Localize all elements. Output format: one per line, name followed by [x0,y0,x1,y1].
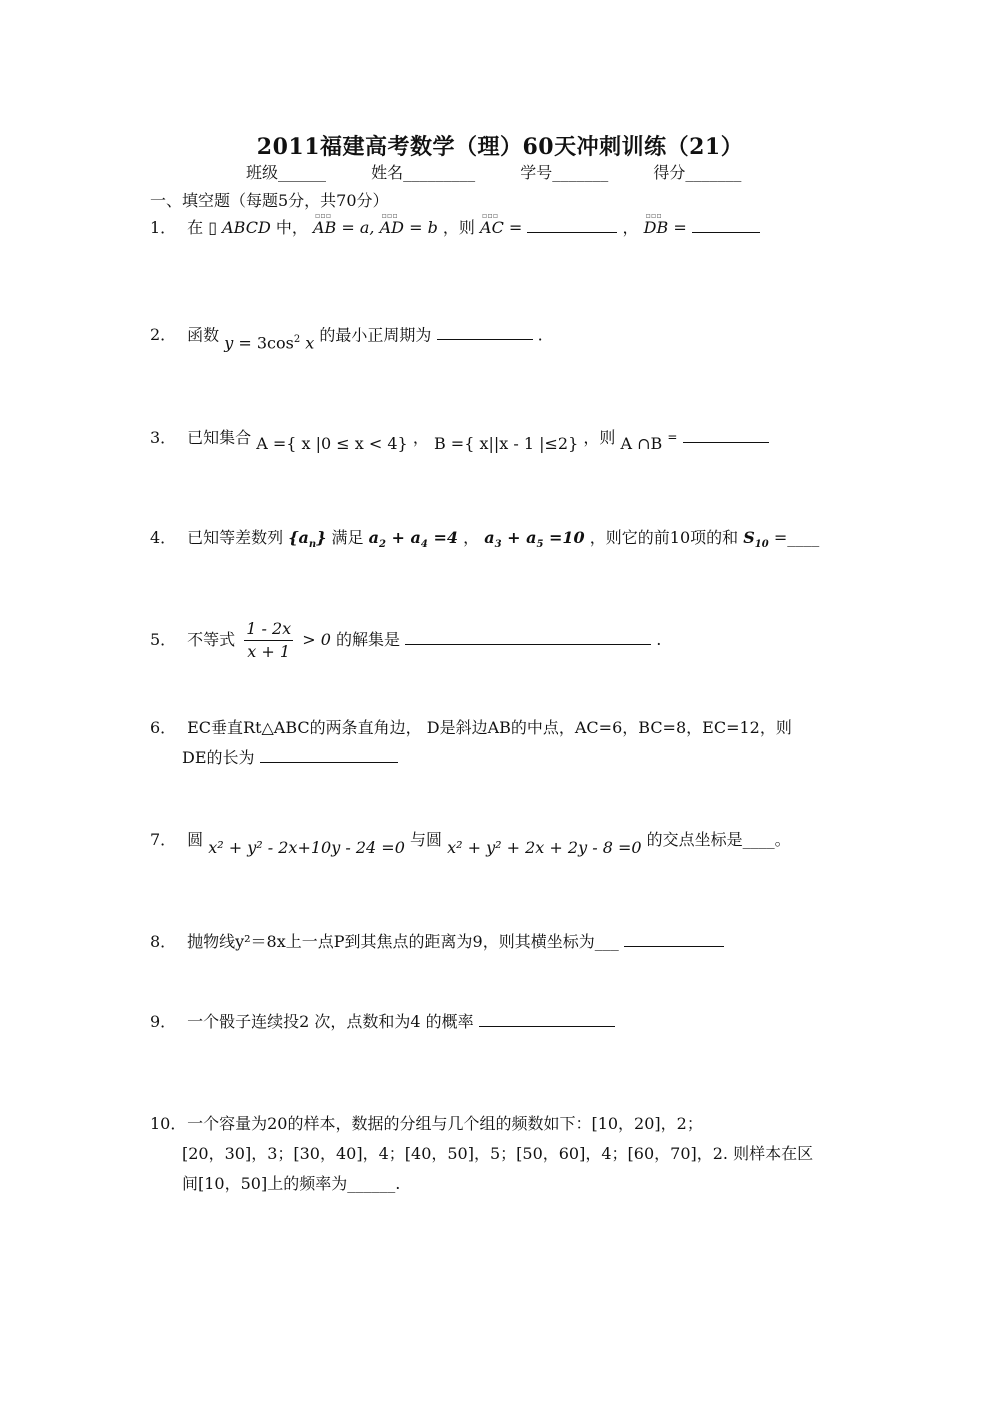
question-text: [20，30]，3；[30，40]，4；[40，50]，5；[50，60]，4；[60，70]，2. 则样本在区 [182,1144,814,1163]
question-text: 在 [187,218,204,237]
question-9 [150,1008,615,1036]
question-text: 的最小正周期为 [319,325,432,345]
question-6-line-2 [182,744,398,772]
circle-equation-1: x² + y² - 2x+10y - 24 =0 [208,838,405,857]
question-text: 抛物线y²＝8x上一点P到其焦点的距离为9，则其横坐标为__ [187,932,611,951]
question-8 [150,928,724,956]
math-subscript: 10 [754,539,769,551]
math-subscript: 4 [420,539,428,551]
math-subscript: 2 [379,539,386,551]
answer-blank[interactable] [527,214,617,233]
math-text: =10 [543,528,585,547]
math-text: = [673,218,687,237]
math-text: a [368,528,380,547]
question-text: 已知等差数列 [187,528,284,547]
question-number: 3． [150,428,177,447]
answer-blank[interactable]: =____ [773,528,820,547]
name-field[interactable]: 姓名_________ [371,163,476,182]
question-text: 中， [275,218,308,237]
question-10 [150,1110,703,1138]
answer-blank[interactable] [692,214,760,233]
question-2 [150,318,543,353]
math-subscript: n [308,539,317,551]
question-6 [150,714,792,742]
question-text: . [656,630,662,649]
question-text: 一个骰子连续投2 次，点数和为4 的概率 [187,1012,474,1031]
question-10-line-2 [182,1140,813,1168]
section-heading: 一、填空题（每题5分，共70分） [150,191,389,210]
question-3 [150,424,769,453]
math-text: = a, [341,218,375,237]
set-b: B ={ x||x - 1 |≤2} [433,434,579,453]
question-text: 不等式 [187,630,236,649]
answer-blank[interactable] [683,424,769,443]
question-text: 已知集合 [187,428,252,447]
vector-ad: ▫▫▫ AD [380,214,404,242]
answer-blank[interactable] [479,1008,615,1027]
question-number: 5． [150,630,177,649]
fraction-numerator: 1 - 2x [244,618,293,641]
vector-db: ▫▫▫ DB [644,214,669,242]
question-5 [150,618,661,663]
vector-ab: ▫▫▫ AB [313,214,336,242]
fraction [244,618,293,663]
question-text: EC垂直Rt△ABC的两条直角边， D是斜边AB的中点，AC=6，BC=8，EC=12，则 [187,718,792,737]
math-text: y [224,333,234,353]
question-text: DE的长为 [182,748,255,767]
question-text: ，则 [583,428,616,447]
question-number: 6． [150,718,177,737]
question-text: . [537,325,543,345]
answer-blank[interactable] [405,626,651,645]
question-1 [150,214,760,242]
score-field[interactable]: 得分_______ [653,163,742,182]
question-number: 9． [150,1012,177,1031]
question-text: 函数 [187,325,220,345]
question-text: 一个容量为20的样本，数据的分组与几个组的频数如下：[10，20]，2； [187,1114,703,1133]
question-text: 的交点坐标是____。 [646,830,791,849]
question-10-line-3 [182,1170,400,1198]
math-text: {a [288,528,309,547]
answer-blank[interactable] [624,928,724,947]
question-4 [150,524,819,559]
question-text: ， [412,428,429,447]
math-text: + a [501,528,537,547]
parallelogram-label: ▯ ABCD [208,218,271,237]
question-text: ， [463,528,480,547]
question-number: 8． [150,932,177,951]
question-text: ， [622,218,639,237]
math-text: + a [385,528,421,547]
student-id-field[interactable]: 学号_______ [520,163,609,182]
question-text: _ [610,932,619,951]
set-a: A ={ x |0 ≤ x < 4} [256,434,408,453]
math-text: S [743,528,755,547]
question-text: 满足 [331,528,364,547]
math-text: = b [409,218,438,237]
question-text: 圆 [187,830,204,849]
vector-ac: ▫▫▫ AC [480,214,504,242]
math-subscript: 3 [494,539,502,551]
answer-blank[interactable] [437,321,533,340]
question-text: 的解集是 [336,630,401,649]
math-text: } [316,528,327,547]
math-text: = [667,430,678,444]
question-text: ，则它的前10项的和 [589,528,739,547]
math-text: a [484,528,495,547]
math-text: = 3cos [238,333,294,353]
question-text: ，则 [442,218,475,237]
intersection-expr: A ∩B [620,434,663,453]
fraction-denominator: x + 1 [247,642,291,661]
class-field[interactable]: 班级______ [246,163,327,182]
question-7 [150,826,791,857]
question-number: 4． [150,528,177,547]
question-text: 间[10，50]上的频率为______. [182,1174,401,1193]
math-text: > 0 [302,630,331,649]
math-text: x [305,333,315,353]
question-number: 7． [150,830,177,849]
question-text: 与圆 [409,830,442,849]
question-number: 10． [150,1114,187,1133]
student-info-row [246,160,781,183]
question-number: 1． [150,218,177,237]
math-text: =4 [427,528,458,547]
math-superscript: 2 [293,334,301,345]
math-subscript: 5 [536,539,544,551]
page-title: 2011福建高考数学（理）60天冲刺训练（21） [256,134,744,160]
answer-blank[interactable] [260,744,398,763]
circle-equation-2: x² + y² + 2x + 2y - 8 =0 [447,838,642,857]
question-number: 2． [150,325,177,345]
math-text: = [508,218,523,237]
